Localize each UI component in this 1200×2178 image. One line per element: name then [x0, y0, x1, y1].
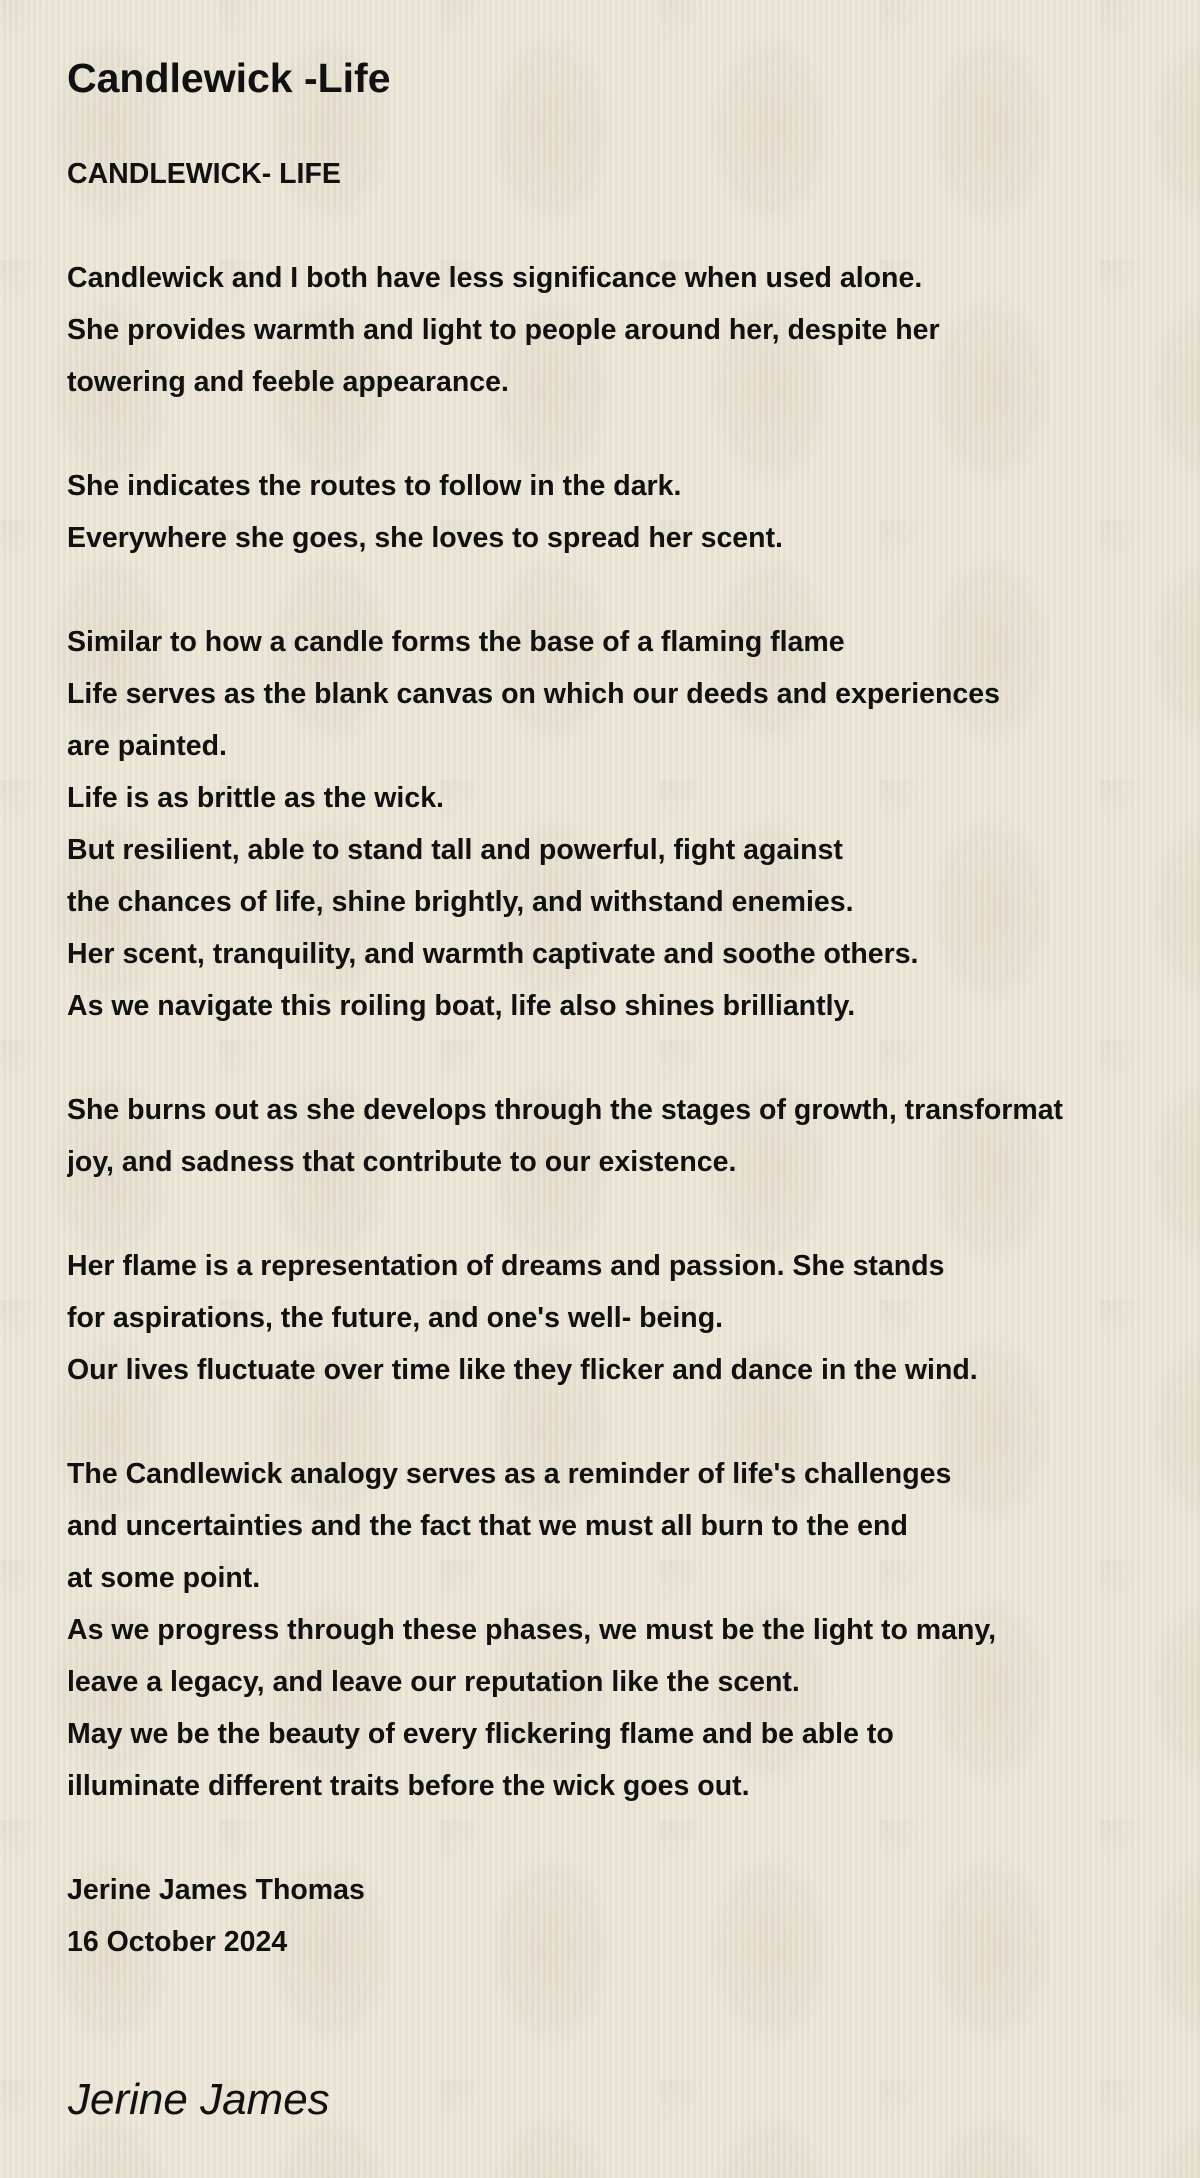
poem-line: Her scent, tranquility, and warmth captivate and soothe others.: [67, 938, 919, 970]
poem-line: for aspirations, the future, and one's well- being.: [67, 1302, 724, 1334]
stanza-break: [67, 200, 1200, 252]
stanza-break: [67, 408, 1200, 460]
poem-line: The Candlewick analogy serves as a reminder of life's challenges: [67, 1458, 952, 1490]
poem-line: But resilient, able to stand tall and powerful, fight against: [67, 834, 843, 866]
poem-line: towering and feeble appearance.: [67, 366, 509, 398]
stanza-break: [67, 1032, 1200, 1084]
stanza-break: [67, 564, 1200, 616]
poem-line: Life serves as the blank canvas on which our deeds and experiences: [67, 678, 1000, 710]
stanza-break: [67, 1396, 1200, 1448]
poem-line: at some point.: [67, 1562, 261, 1594]
poem-line: Candlewick and I both have less significance when used alone.: [67, 262, 923, 294]
poem-line: She provides warmth and light to people around her, despite her: [67, 314, 940, 346]
poem-line: 16 October 2024: [67, 1926, 288, 1958]
poem-line: the chances of life, shine brightly, and withstand enemies.: [67, 886, 854, 918]
author-signature: Jerine James: [68, 2075, 330, 2124]
poem-line: CANDLEWICK- LIFE: [67, 158, 341, 190]
poem-title: Candlewick -Life: [67, 55, 391, 101]
poem-line: As we navigate this roiling boat, life also shines brilliantly.: [67, 990, 856, 1022]
poem-line: and uncertainties and the fact that we must all burn to the end: [67, 1510, 908, 1542]
poem-line: Jerine James Thomas: [67, 1874, 365, 1906]
poem-line: Her flame is a representation of dreams and passion. She stands: [67, 1250, 945, 1282]
poem-line: She indicates the routes to follow in the dark.: [67, 470, 682, 502]
stanza-break: [67, 1188, 1200, 1240]
poem-line: May we be the beauty of every flickering flame and be able to: [67, 1718, 894, 1750]
poem-body: [67, 148, 1200, 1968]
poem-line: leave a legacy, and leave our reputation like the scent.: [67, 1666, 800, 1698]
poem-line: Similar to how a candle forms the base of a flaming flame: [67, 626, 845, 658]
stanza-break: [67, 1812, 1200, 1864]
poem-line: Our lives fluctuate over time like they flicker and dance in the wind.: [67, 1354, 978, 1386]
poem-line: are painted.: [67, 730, 227, 762]
poem-line: As we progress through these phases, we must be the light to many,: [67, 1614, 997, 1646]
poem-line: Life is as brittle as the wick.: [67, 782, 444, 814]
poem-line: Everywhere she goes, she loves to spread her scent.: [67, 522, 783, 554]
poem-line: She burns out as she develops through the stages of growth, transformat: [67, 1094, 1064, 1126]
poem-line: illuminate different traits before the wick goes out.: [67, 1770, 750, 1802]
poem-line: joy, and sadness that contribute to our existence.: [67, 1146, 737, 1178]
